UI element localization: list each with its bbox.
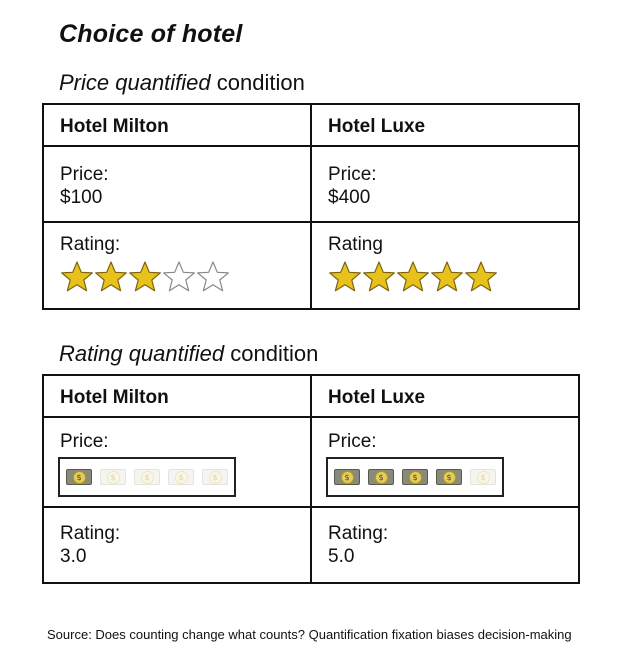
price-level-box	[326, 457, 504, 497]
star-filled-icon	[362, 260, 396, 294]
money-filled-icon: $	[66, 469, 92, 485]
price-label: Price:	[60, 164, 109, 185]
hotel-milton-header	[44, 105, 312, 145]
rating-label: Rating:	[328, 523, 389, 544]
rating-value: 5.0	[328, 546, 355, 567]
money-empty-icon: $	[470, 469, 496, 485]
price-label: Price:	[60, 431, 109, 452]
condition-heading-rating	[59, 341, 318, 367]
hotel-luxe-header	[312, 105, 578, 145]
money-empty-icon: $	[134, 469, 160, 485]
source-caption: Source: Does counting change what counts? Quantification fixation biases decision-making	[47, 627, 572, 642]
star-filled-icon	[94, 260, 128, 294]
rating-label: Rating:	[60, 234, 121, 255]
price-value: $400	[328, 187, 371, 208]
star-rating	[60, 260, 310, 294]
star-filled-icon	[430, 260, 464, 294]
money-empty-icon: $	[168, 469, 194, 485]
hotel-name: Hotel Milton	[60, 116, 169, 137]
condition-heading-emphasis: Rating quantified	[59, 341, 225, 366]
price-row	[44, 145, 578, 221]
milton-price-cell	[44, 418, 312, 506]
star-filled-icon	[60, 260, 94, 294]
hotel-milton-header	[44, 376, 312, 416]
rating-label: Rating	[328, 234, 383, 255]
luxe-price-cell	[312, 147, 578, 221]
page-title: Choice of hotel	[59, 20, 243, 48]
star-empty-icon	[196, 260, 230, 294]
luxe-rating-cell	[312, 508, 578, 582]
money-filled-icon: $	[436, 469, 462, 485]
condition-heading-emphasis: Price quantified	[59, 70, 211, 95]
hotel-name: Hotel Milton	[60, 387, 169, 408]
price-label: Price:	[328, 431, 377, 452]
star-empty-icon	[162, 260, 196, 294]
money-filled-icon: $	[368, 469, 394, 485]
money-filled-icon: $	[402, 469, 428, 485]
price-label: Price:	[328, 164, 377, 185]
star-filled-icon	[128, 260, 162, 294]
price-value: $100	[60, 187, 103, 208]
rating-row	[44, 506, 578, 582]
money-filled-icon: $	[334, 469, 360, 485]
star-filled-icon	[396, 260, 430, 294]
star-filled-icon	[328, 260, 362, 294]
rating-row	[44, 221, 578, 308]
table-header-row	[44, 376, 578, 416]
milton-price-cell	[44, 147, 312, 221]
price-level-box	[58, 457, 236, 497]
hotel-name: Hotel Luxe	[328, 387, 426, 408]
rating-quantified-table	[42, 374, 580, 584]
luxe-rating-cell	[312, 223, 578, 308]
money-empty-icon: $	[100, 469, 126, 485]
condition-heading-suffix: condition	[224, 341, 319, 366]
rating-label: Rating:	[60, 523, 121, 544]
money-empty-icon: $	[202, 469, 228, 485]
rating-value: 3.0	[60, 546, 87, 567]
condition-heading-price	[59, 70, 305, 96]
price-row	[44, 416, 578, 506]
price-quantified-table	[42, 103, 580, 310]
condition-heading-suffix: condition	[210, 70, 305, 95]
milton-rating-cell	[44, 223, 312, 308]
luxe-price-cell	[312, 418, 578, 506]
milton-rating-cell	[44, 508, 312, 582]
hotel-luxe-header	[312, 376, 578, 416]
star-filled-icon	[464, 260, 498, 294]
hotel-name: Hotel Luxe	[328, 116, 426, 137]
table-header-row	[44, 105, 578, 145]
star-rating	[328, 260, 578, 294]
